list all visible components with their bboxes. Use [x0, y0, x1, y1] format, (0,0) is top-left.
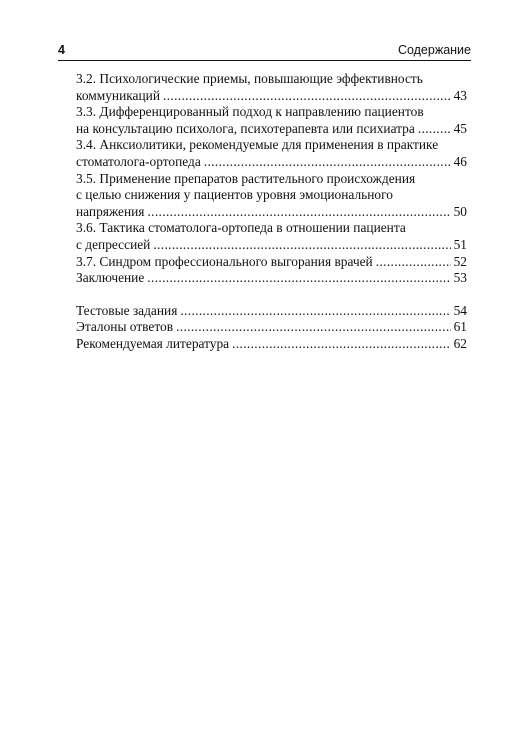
toc-entry-final-line	[76, 270, 467, 287]
toc-entry[interactable]	[76, 104, 467, 137]
toc-entry-title-line: напряжения	[76, 203, 145, 219]
toc-entry-final-line	[76, 254, 467, 271]
toc-entry[interactable]	[76, 270, 467, 287]
toc-entry-title-line: стоматолога-ортопеда	[76, 153, 201, 169]
toc-entry[interactable]	[76, 319, 467, 336]
toc-entry-title-line: 3.3. Дифференцированный подход к направлению пациентов	[76, 104, 424, 120]
table-of-contents	[76, 71, 467, 353]
toc-page-number: 43	[453, 87, 467, 103]
toc-entry-title-line: 3.7. Синдром профессионального выгорания врачей	[76, 253, 373, 269]
toc-page-number: 51	[453, 236, 467, 252]
toc-page-number: 45	[453, 120, 467, 136]
dot-leader	[376, 254, 451, 271]
toc-entry-final-line	[76, 154, 467, 171]
toc-entry-final-line	[76, 88, 467, 105]
toc-entry-final-line	[76, 237, 467, 254]
toc-entry-final-line	[76, 204, 467, 221]
toc-entry[interactable]	[76, 220, 467, 253]
toc-entry-final-line	[76, 303, 467, 320]
page-number: 4	[58, 43, 65, 57]
dot-leader	[204, 154, 451, 171]
toc-group-back-matter	[76, 303, 467, 353]
toc-page-number: 46	[453, 153, 467, 169]
toc-entry[interactable]	[76, 137, 467, 170]
dot-leader	[147, 270, 450, 287]
dot-leader	[180, 303, 450, 320]
toc-entry[interactable]	[76, 254, 467, 271]
toc-entry-title-line: 3.4. Анксиолитики, рекомендуемые для применения в практике	[76, 137, 439, 153]
toc-entry[interactable]	[76, 171, 467, 221]
toc-entry-title-line: Тестовые задания	[76, 302, 178, 318]
running-header	[58, 41, 471, 61]
toc-entry-final-line	[76, 336, 467, 353]
header-rule	[58, 60, 471, 61]
toc-entry-title-line: 3.2. Психологические приемы, повышающие эффективность	[76, 71, 423, 86]
toc-entry[interactable]	[76, 71, 467, 104]
toc-page-number: 50	[453, 203, 467, 219]
dot-leader	[418, 121, 451, 138]
toc-entry-title-line: коммуникаций	[76, 87, 160, 103]
toc-page-number: 61	[453, 319, 467, 335]
dot-leader	[232, 336, 450, 353]
running-title: Содержание	[397, 43, 471, 57]
toc-group-chapter-3	[76, 71, 467, 287]
toc-entry-title-line: 3.5. Применение препаратов растительного происхождения	[76, 170, 416, 186]
toc-page-number: 53	[453, 270, 467, 286]
toc-entry-title-line: с депрессией	[76, 236, 151, 252]
toc-entry[interactable]	[76, 303, 467, 320]
toc-entry-final-line	[76, 319, 467, 336]
toc-entry-title-line: Рекомендуемая литература	[76, 335, 230, 351]
toc-entry-final-line	[76, 121, 467, 138]
toc-entry-title-line: Эталоны ответов	[76, 319, 174, 335]
toc-page-number: 52	[453, 253, 467, 269]
toc-entry-title-line: на консультацию психолога, психотерапевта или психиатра	[76, 120, 415, 136]
toc-entry[interactable]	[76, 336, 467, 353]
dot-leader	[163, 88, 451, 105]
toc-group-spacer	[76, 287, 467, 303]
dot-leader	[147, 204, 450, 221]
toc-entry-title-line: с целью снижения у пациентов уровня эмоционального	[76, 187, 393, 203]
dot-leader	[153, 237, 450, 254]
toc-entry-title-line: Заключение	[76, 270, 145, 286]
toc-entry-title-line: 3.6. Тактика стоматолога-ортопеда в отношении пациента	[76, 220, 406, 236]
dot-leader	[176, 319, 451, 336]
toc-page-number: 62	[453, 335, 467, 351]
toc-page-number: 54	[453, 302, 467, 318]
